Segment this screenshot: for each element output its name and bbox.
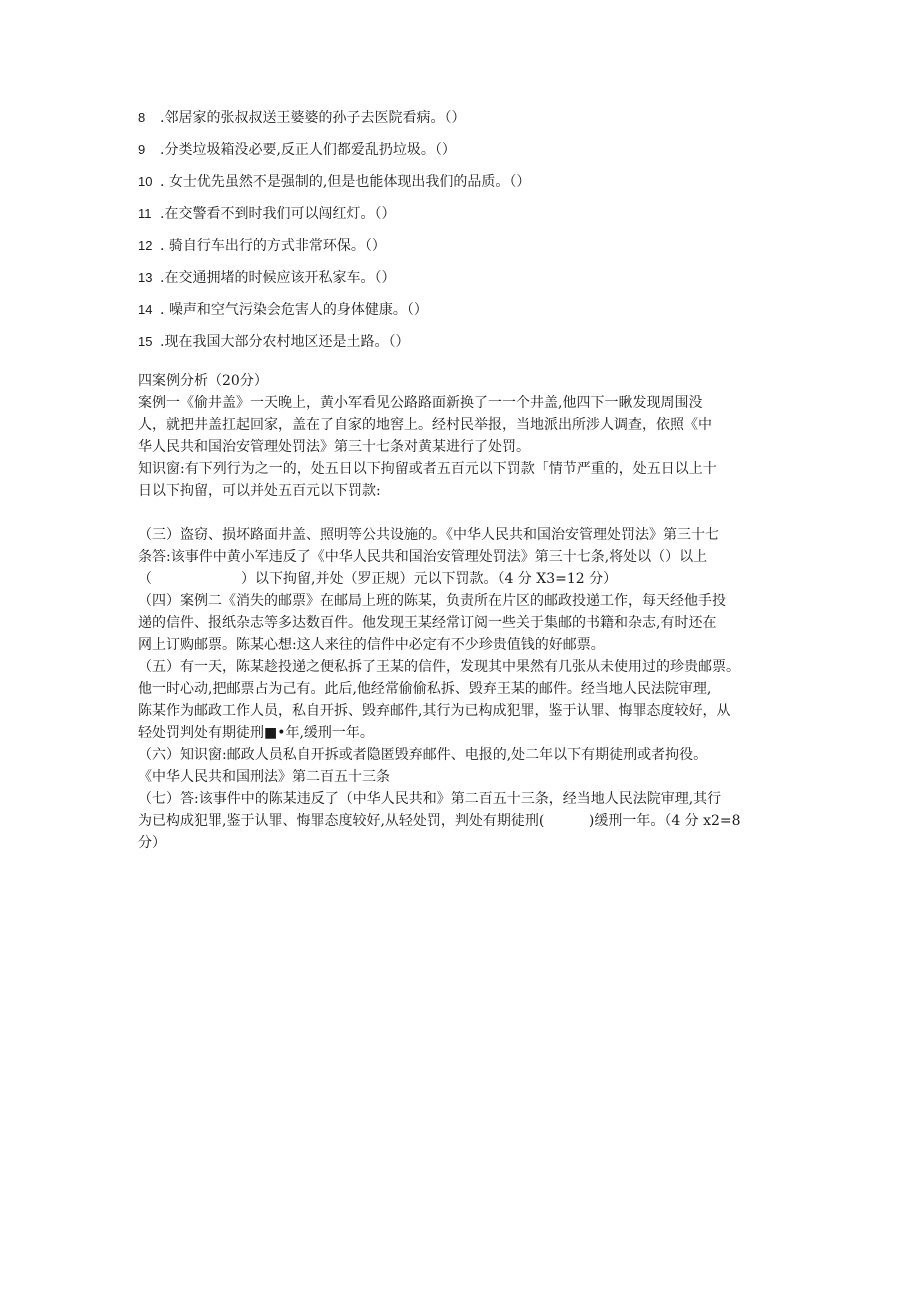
item-number: 15: [138, 334, 153, 349]
case1-text-line: 华人民共和国治安管理处罚法》第三十七条对黄某进行了处罚。: [138, 439, 530, 455]
tf-item-14: [138, 298, 778, 330]
paragraph-4-line: （四）案例二《消失的邮票》在邮局上班的陈某，负责所在片区的邮政投递工作，每天经他手投: [138, 593, 726, 609]
paragraph-6-line: （六）知识窗:邮政人员私自开拆或者隐匿毁弃邮件、电报的,处二年以下有期徒刑或者拘役。: [138, 747, 708, 763]
item-number: 14: [138, 302, 153, 317]
paragraph-6-line: 《中华人民共和国刑法》第二百五十三条: [138, 769, 390, 785]
paragraph-gap: [138, 502, 786, 524]
paragraph-3-line: 条答:该事件中黄小军违反了《中华人民共和国治安管理处罚法》第三十七条,将处以（）以上: [138, 549, 708, 565]
knowledge-window-line: 日以下拘留，可以并处五百元以下罚款:: [138, 483, 381, 499]
true-false-list: [138, 106, 778, 362]
tf-item-8: [138, 106, 778, 138]
paragraph-4-line: 递的信件、报纸杂志等多达数百件。他发现王某经常订阅一些关于集邮的书籍和杂志,有时还在: [138, 615, 717, 631]
item-text: . 噪声和空气污染会危害人的身体健康。（）: [160, 302, 428, 318]
paragraph-3-line: （三）盗窃、损坏路面井盖、照明等公共设施的。《中华人民共和国治安管理处罚法》第三十七: [138, 527, 719, 543]
item-text: . 骑自行车出行的方式非常环保。（）: [160, 238, 386, 254]
tf-item-12: [138, 234, 778, 266]
paragraph-7-line: 分）: [138, 835, 166, 851]
tf-item-9: [138, 138, 778, 170]
paragraph-5-line: 轻处罚判处有期徒刑■•年,缓刑一年。: [138, 725, 374, 741]
item-text: .在交通拥堵的时候应该开私家车。（）: [160, 270, 396, 286]
paragraph-5-line: 陈某作为邮政工作人员，私自开拆、毁弃邮件,其行为已构成犯罪，鉴于认罪、悔罪态度较好，从: [138, 703, 731, 719]
tf-item-15: [138, 330, 778, 362]
knowledge-window-line: 知识窗:有下列行为之一的，处五日以下拘留或者五百元以下罚款「情节严重的，处五日以上十: [138, 461, 717, 477]
paragraph-4-line: 网上订购邮票。陈某心想:这人来往的信件中必定有不少珍贵值钱的好邮票。: [138, 637, 605, 653]
tf-item-11: [138, 202, 778, 234]
item-number: 10: [138, 174, 153, 189]
tf-item-13: [138, 266, 778, 298]
paragraph-5-line: 他一时心动,把邮票占为己有。此后,他经常偷偷私拆、毁弃王某的邮件。经当地人民法院审理,: [138, 681, 712, 697]
item-number: 9: [138, 142, 146, 157]
item-number: 13: [138, 270, 153, 285]
item-number: 11: [138, 206, 152, 221]
paragraph-3-line: （ ）以下拘留,并处（罗正规）元以下罚款。（4 分 X3=12 分）: [138, 571, 618, 587]
item-text: .分类垃圾箱没必要,反正人们都爱乱扔垃圾。（）: [160, 142, 456, 158]
paragraph-5-line: （五）有一天，陈某趁投递之便私拆了王某的信件，发现其中果然有几张从未使用过的珍贵邮票。: [138, 659, 740, 675]
item-number: 12: [138, 238, 153, 253]
case-analysis-section: [138, 370, 786, 854]
case1-text-line: 案例一《偷井盖》一天晚上，黄小军看见公路路面新换了一一个井盖,他四下一瞅发现周围没: [138, 395, 703, 411]
item-number: 8: [138, 110, 146, 125]
item-text: .邻居家的张叔叔送王婆婆的孙子去医院看病。（）: [160, 110, 466, 126]
item-text: . 女士优先虽然不是强制的,但是也能体现出我们的品质。（）: [160, 174, 531, 190]
paragraph-7-line: 为已构成犯罪,鉴于认罪、悔罪态度较好,从轻处罚，判处有期徒刑( )缓刑一年。（4 分 x2=8: [138, 813, 741, 829]
item-text: .在交警看不到时我们可以闯红灯。（）: [160, 206, 396, 222]
tf-item-10: [138, 170, 778, 202]
paragraph-7-line: （七）答:该事件中的陈某违反了（中华人民共和》第二百五十三条，经当地人民法院审理,其行: [138, 791, 722, 807]
section-heading: 四案例分析（20分）: [138, 373, 268, 389]
case1-text-line: 人，就把井盖扛起回家，盖在了自家的地窖上。经村民举报，当地派出所涉人调查，依照《中: [138, 417, 712, 433]
item-text: .现在我国大部分农村地区还是土路。（）: [160, 334, 410, 350]
